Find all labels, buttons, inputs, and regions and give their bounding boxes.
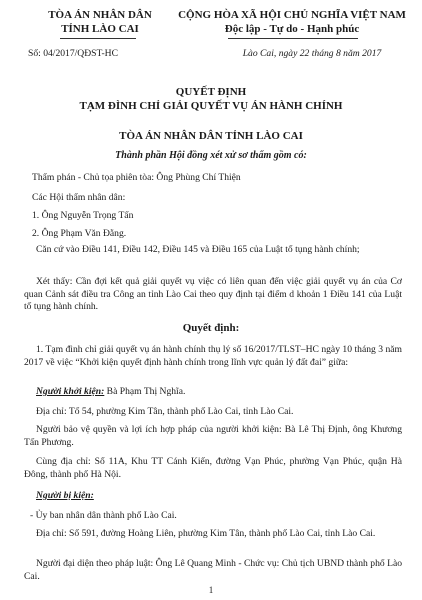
defendant-name: - Ủy ban nhân dân thành phố Lào Cai.: [30, 510, 177, 521]
title-line-2: TẠM ĐÌNH CHỈ GIẢI QUYẾT VỤ ÁN HÀNH CHÍNH: [79, 100, 343, 112]
court-name: TÒA ÁN NHÂN DÂN TỈNH LÀO CAI: [119, 130, 303, 142]
place-date: Lào Cai, ngày 22 tháng 8 năm 2017: [242, 48, 382, 59]
court-line-2: TỈNH LÀO CAI: [61, 23, 139, 35]
defendant-label: Người bị kiện:: [36, 490, 94, 501]
judge-line: Thẩm phán - Chủ tọa phiên tòa: Ông Phùng Chí Thiện: [32, 172, 241, 183]
page-number: 1: [208, 585, 214, 595]
plaintiff-line: [36, 386, 185, 399]
court-header: [30, 8, 170, 36]
plaintiff-label: Người khởi kiện:: [36, 386, 105, 397]
court-header-rule: [60, 38, 136, 39]
panel-intro: Thành phần Hội đồng xét xử sơ thẩm gồm có:: [115, 150, 307, 161]
doc-number: Số: 04/2017/QĐST-HC: [28, 48, 119, 59]
basis-paragraph: Căn cứ vào Điều 141, Điều 142, Điều 145 và Điều 165 của Luật tố tụng hành chính;: [36, 244, 360, 255]
jurors-label: Các Hội thẩm nhân dân:: [32, 192, 126, 203]
protector-paragraph: Người bảo vệ quyền và lợi ích hợp pháp của người khởi kiện: Bà Lê Thị Định, ông Khương Tấn Phương.: [24, 424, 402, 448]
decision-heading: Quyết định:: [182, 322, 240, 334]
representative-paragraph: Người đại diện theo pháp luật: Ông Lê Quang Minh - Chức vụ: Chủ tịch UBND thành phố Lào Cai.: [24, 558, 402, 582]
consideration-paragraph: Xét thấy: Cần đợi kết quả giải quyết vụ việc có liên quan đến việc giải quyết vụ án của Cơ quan Cảnh sát điều tra Công an tỉnh Lào Cai theo quy định tại điểm d khoản 1 Điều 141 của Luật tố tụng hành chính.: [24, 276, 402, 313]
plaintiff-address: Địa chỉ: Tổ 54, phường Kim Tân, thành phố Lào Cai, tỉnh Lào Cai.: [36, 406, 294, 417]
nation-line-1: CỘNG HÒA XÃ HỘI CHỦ NGHĨA VIỆT NAM: [178, 9, 406, 21]
court-line-1: TÒA ÁN NHÂN DÂN: [48, 9, 152, 21]
nation-header-rule: [228, 38, 358, 39]
plaintiff-name: Bà Phạm Thị Nghĩa.: [104, 386, 186, 397]
juror-1: 1. Ông Nguyễn Trọng Tấn: [32, 210, 134, 221]
protector-address: Cùng địa chỉ: Số 11A, Khu TT Cánh Kiến, đường Vạn Phúc, phường Vạn Phúc, quận Hà Đông, thành phố Hà Nội.: [24, 456, 402, 480]
title-line-1: QUYẾT ĐỊNH: [175, 86, 247, 98]
nation-line-2: Độc lập - Tự do - Hạnh phúc: [224, 23, 360, 35]
decision-item-1: 1. Tạm đình chỉ giải quyết vụ án hành chính thụ lý số 16/2017/TLST–HC ngày 10 tháng 3 năm 2017 về việc “Khởi kiện quyết định hành chính trong lĩnh vực quản lý đất đai” giữa:: [24, 344, 402, 368]
nation-header: [172, 8, 412, 36]
defendant-address: Địa chỉ: Số 591, đường Hoàng Liên, phường Kim Tân, thành phố Lào Cai, tỉnh Lào Cai.: [36, 528, 376, 539]
juror-2: 2. Ông Phạm Văn Đằng.: [32, 228, 127, 239]
